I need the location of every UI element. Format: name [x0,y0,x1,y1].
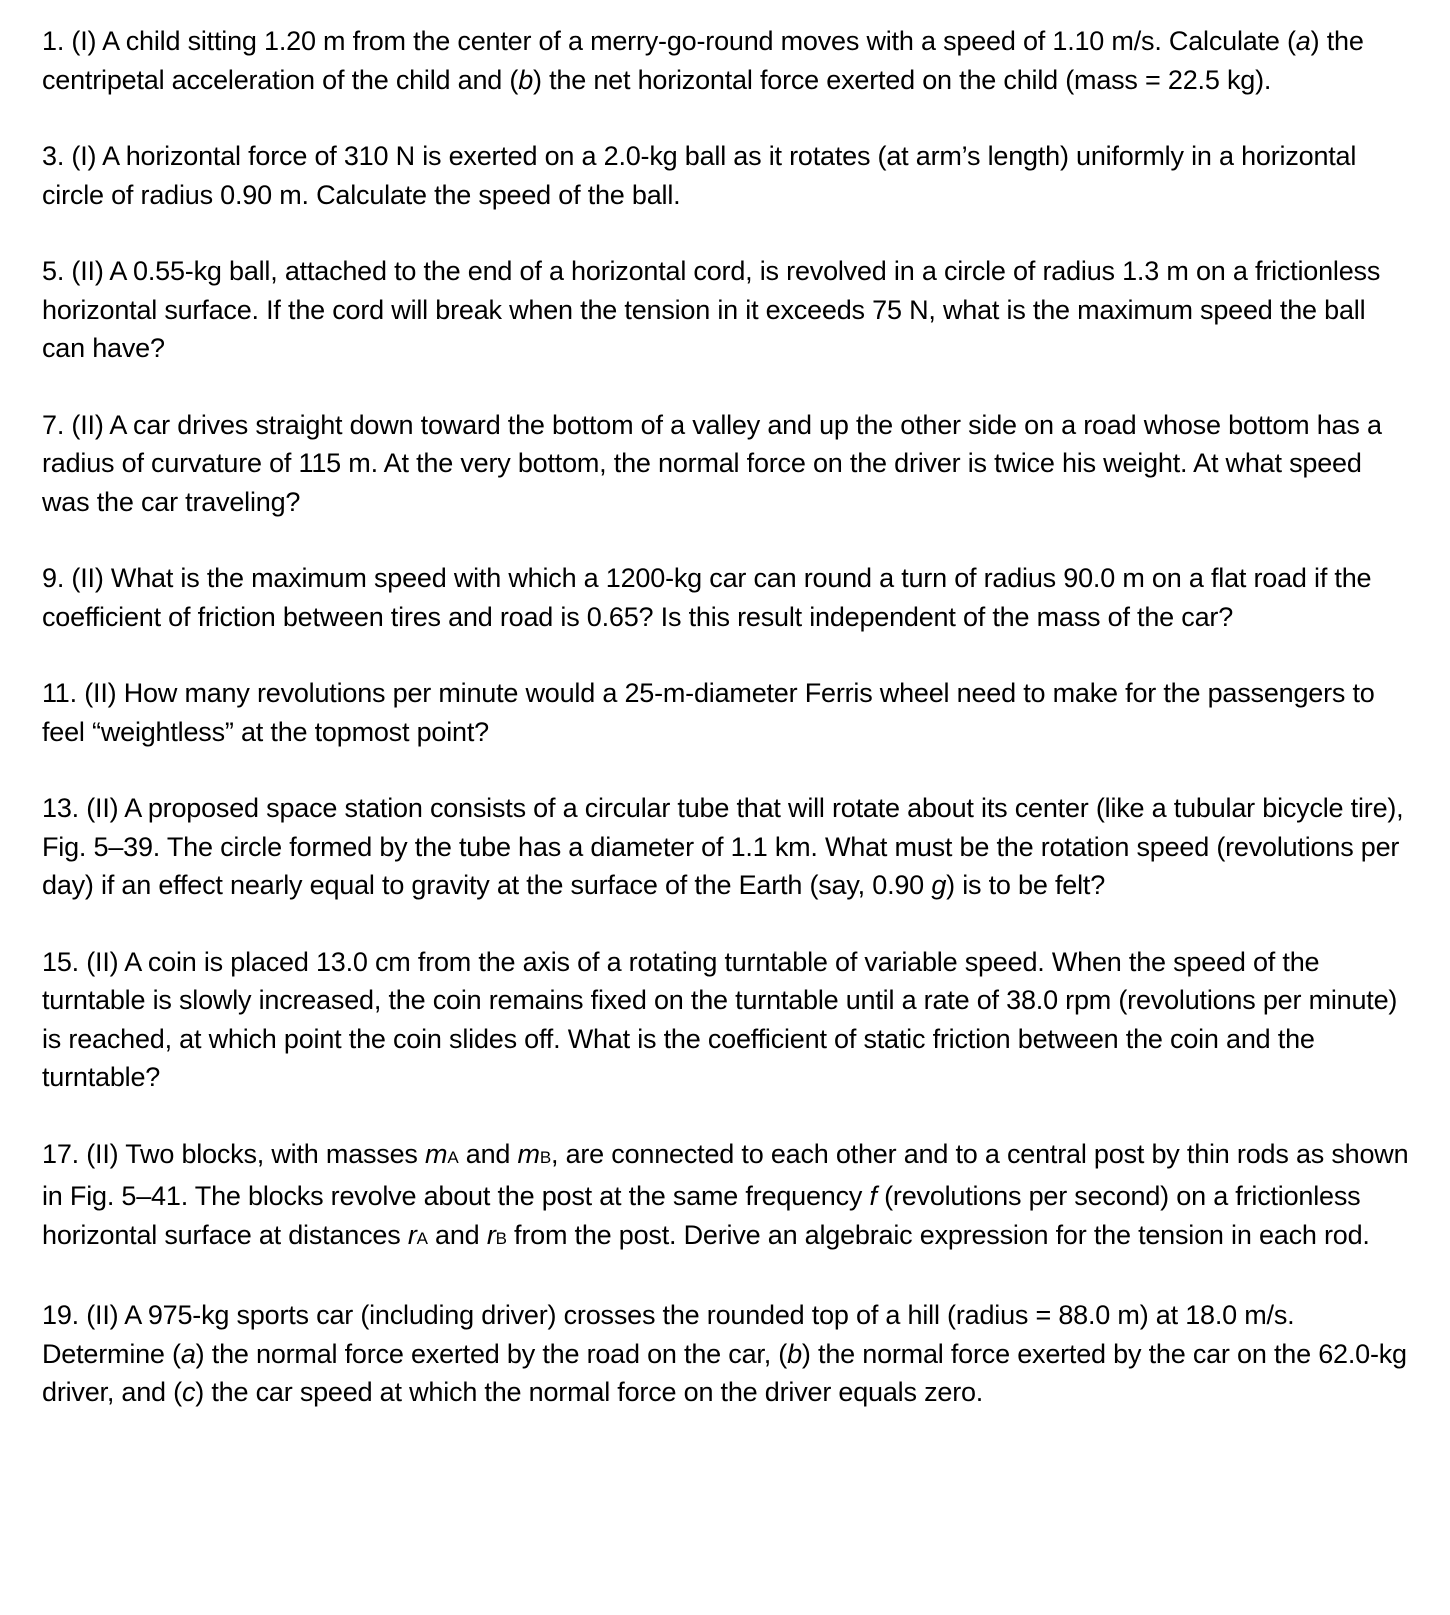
mass-symbol: m [517,1138,540,1169]
radius-symbol: r [407,1219,417,1250]
frequency-symbol: f [869,1181,877,1211]
subscript-a: A [416,1228,428,1248]
problem-number: 9. (II) [42,563,104,593]
subscript-b: B [495,1228,507,1248]
subscript-a: A [447,1147,459,1167]
problem-1 [42,22,1410,99]
problem-text: ) the car speed at which the normal force on the driver equals zero. [195,1377,984,1407]
problem-text: A 0.55-kg ball, attached to the end of a horizontal cord, is revolved in a circle of radius 1.3 m on a frictionless horizontal surface. If the cord will break when the tension in it exceeds 75 N, what is the maximum speed the ball can have? [42,256,1388,363]
problem-7 [42,406,1410,522]
problem-number: 3. (I) [42,141,97,171]
problem-text: How many revolutions per minute would a 25-m-diameter Ferris wheel need to make for the passengers to feel “weightless” at the topmost point? [42,678,1382,747]
problem-5 [42,252,1410,368]
problem-number: 19. (II) [42,1300,119,1330]
problem-text: ) is to be felt? [946,870,1106,900]
problem-text: ) the normal force exerted by the road on the car, ( [195,1338,788,1369]
gravity-symbol: g [931,870,947,900]
part-label: b [518,64,534,95]
problem-13 [42,789,1410,905]
part-label: c [181,1377,196,1407]
subscript-b: B [539,1147,551,1167]
problem-text: ) the centripetal acceleration of the child and ( [42,26,1371,95]
problem-17 [42,1135,1416,1259]
problem-text: A horizontal force of 310 N is exerted on a 2.0-kg ball as it rotates (at arm’s length) uniformly in a horizontal circle of radius 0.90 m. Calculate the speed of the ball. [42,141,1364,210]
problem-text: ) the net horizontal force exerted on the child (mass = 22.5 kg). [533,64,1272,95]
problem-text: A proposed space station consists of a circular tube that will rotate about its center (like a tubular bicycle tire), Fig. 5–39. The circle formed by the tube has a diameter of 1.1 km. What must be the rotation speed (revolutions per day) if an effect nearly equal to gravity at the surface of the Earth (say, 0.90 [42,793,1411,900]
problem-number: 13. (II) [42,793,119,823]
radius-symbol: r [486,1219,496,1250]
problem-number: 17. (II) [42,1138,119,1169]
problem-text: What is the maximum speed with which a 1200-kg car can round a turn of radius 90.0 m on a flat road if the coefficient of friction between tires and road is 0.65? Is this result independent of the mass of the car? [42,563,1379,632]
problem-number: 5. (II) [42,256,104,286]
problem-text: and [427,1219,487,1250]
mass-symbol: m [425,1138,448,1169]
problem-text: , are connected to each other and to a central post by thin rods as shown in Fig. 5–41. The blocks revolve about the post at the same frequency [42,1138,1416,1211]
problem-number: 7. (II) [42,409,104,440]
problem-text: A child sitting 1.20 m from the center of a merry-go-round moves with a speed of 1.10 m/s. Calculate ( [96,26,1296,56]
problem-text: and [458,1138,518,1169]
part-label: a [180,1338,196,1369]
problem-19 [42,1296,1415,1412]
problem-9 [42,559,1410,636]
problem-number: 11. (II) [42,678,117,708]
problem-text: Two blocks, with masses [118,1138,426,1169]
part-label: b [787,1338,802,1369]
problem-text: (revolutions per second) on a frictionless horizontal surface at distances [42,1181,1368,1250]
problem-15 [42,943,1410,1097]
problem-text: ) the normal force exerted by the car on the 62.0-kg driver, and ( [42,1338,1415,1407]
problem-3 [42,137,1410,214]
problem-11 [42,674,1410,751]
problem-text: from the post. Derive an algebraic expression for the tension in each rod. [506,1219,1370,1250]
problem-text: A 975-kg sports car (including driver) crosses the rounded top of a hill (radius = 88.0 m) at 18.0 m/s. Determine ( [42,1300,1302,1369]
problem-text: A coin is placed 13.0 cm from the axis of a rotating turntable of variable speed. When the speed of the turntable is slowly increased, the coin remains fixed on the turntable until a rate of 38.0 rpm (revolutions per minute) is reached, at which point the coin slides off. What is the coefficient of static friction between the coin and the turntable? [42,946,1405,1092]
part-label: a [1295,26,1311,56]
problem-number: 15. (II) [42,946,119,977]
problem-number: 1. (I) [42,26,97,56]
problem-text: A car drives straight down toward the bottom of a valley and up the other side on a road whose bottom has a radius of curvature of 115 m. At the very bottom, the normal force on the driver is twice his weight. At what speed was the car traveling? [42,409,1390,517]
